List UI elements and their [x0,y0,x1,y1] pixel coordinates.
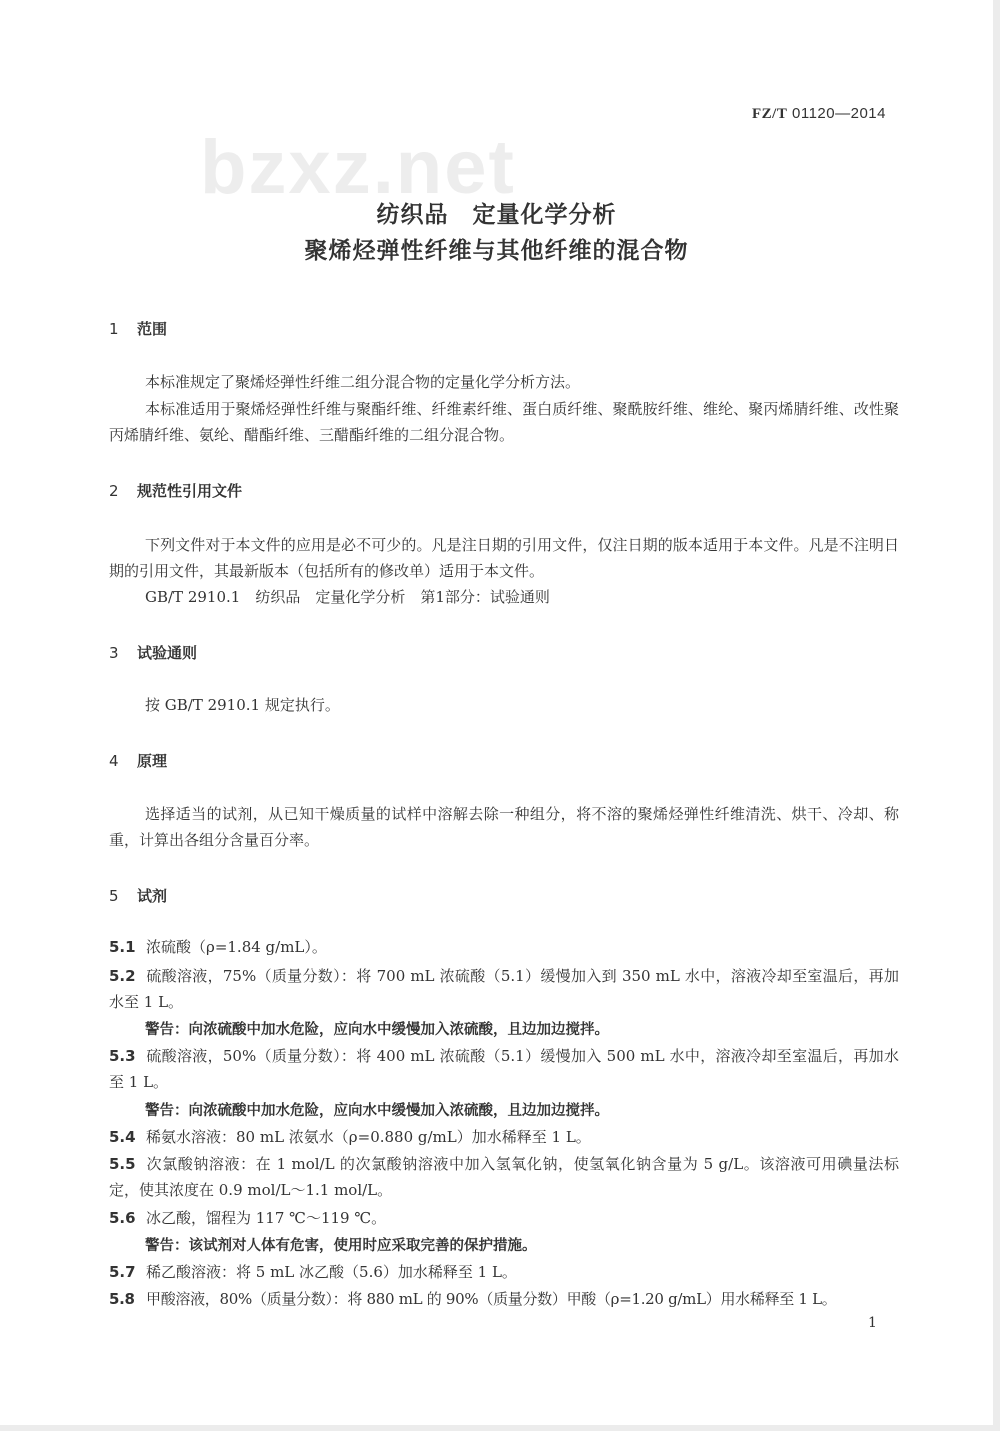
warning-5-3: 警告：向浓硫酸中加水危险，应向水中缓慢加入浓硫酸，且边加边搅拌。 [145,1103,609,1119]
section-2-paragraph-1: 下列文件对于本文件的应用是必不可少的。凡是注日期的引用文件，仅注日期的版本适用于本文件。凡是不注明日期的引用文件，其最新版本（包括所有的修改单）适用于本文件。 [109,536,899,580]
clause-5-2: 5.2 硫酸溶液，75%（质量分数）：将 700 mL 浓硫酸（5.1）缓慢加入到 350 mL 水中，溶液冷却至室温后，再加水至 1 L。 [109,967,899,1011]
section-heading-5: 5 试剂 [109,887,168,905]
clause-5-4: 5.4 稀氨水溶液：80 mL 浓氨水（ρ=0.880 g/mL）加水稀释至 1 L。 [109,1128,591,1146]
section-4-paragraph-1: 选择适当的试剂，从已知干燥质量的试样中溶解去除一种组分，将不溶的聚烯烃弹性纤维清洗、烘干、冷却、称重，计算出各组分含量百分率。 [109,805,899,849]
clause-5-6: 5.6 冰乙酸，馏程为 117 ℃～119 ℃。 [109,1209,387,1227]
document-title-line2: 聚烯烃弹性纤维与其他纤维的混合物 [304,238,689,264]
normative-reference: GB/T 2910.1 纺织品 定量化学分析 第1部分：试验通则 [145,588,550,606]
section-heading-4: 4 原理 [109,752,168,770]
clause-5-5: 5.5 次氯酸钠溶液：在 1 mol/L 的次氯酸钠溶液中加入氢氧化钠，使氢氧化钠含量为 5 g/L。该溶液可用碘量法标定，使其浓度在 0.9 mol/L～1.1 mol/L。 [109,1155,899,1199]
warning-5-2: 警告：向浓硫酸中加水危险，应向水中缓慢加入浓硫酸，且边加边搅拌。 [145,1022,609,1038]
section-heading-3: 3 试验通则 [109,644,198,662]
section-heading-1: 1 范围 [109,320,168,338]
warning-5-6: 警告：该试剂对人体有危害，使用时应采取完善的保护措施。 [145,1238,537,1254]
section-1-paragraph-1: 本标准规定了聚烯烃弹性纤维二组分混合物的定量化学分析方法。 [145,373,581,391]
standard-number [752,105,886,123]
clause-5-7: 5.7 稀乙酸溶液：将 5 mL 冰乙酸（5.6）加水稀释至 1 L。 [109,1263,517,1281]
clause-5-3: 5.3 硫酸溶液，50%（质量分数）：将 400 mL 浓硫酸（5.1）缓慢加入 500 mL 水中，溶液冷却至室温后，再加水至 1 L。 [109,1047,899,1091]
standard-code: 01120—2014 [792,105,886,122]
clause-5-8: 5.8 甲酸溶液，80%（质量分数）：将 880 mL 的 90%（质量分数）甲酸（ρ=1.20 g/mL）用水稀释至 1 L。 [109,1290,837,1308]
watermark: bzxz.net [200,125,516,210]
section-1-paragraph-2: 本标准适用于聚烯烃弹性纤维与聚酯纤维、纤维素纤维、蛋白质纤维、聚酰胺纤维、维纶、聚丙烯腈纤维、改性聚丙烯腈纤维、氨纶、醋酯纤维、三醋酯纤维的二组分混合物。 [109,400,899,444]
document-title-line1: 纺织品 定量化学分析 [376,202,617,228]
section-3-paragraph-1: 按 GB/T 2910.1 规定执行。 [145,696,340,714]
clause-5-1: 5.1 浓硫酸（ρ=1.84 g/mL）。 [109,938,327,956]
standard-prefix: FZ/T [752,106,788,122]
page-number: 1 [868,1315,877,1331]
section-heading-2: 2 规范性引用文件 [109,482,243,500]
